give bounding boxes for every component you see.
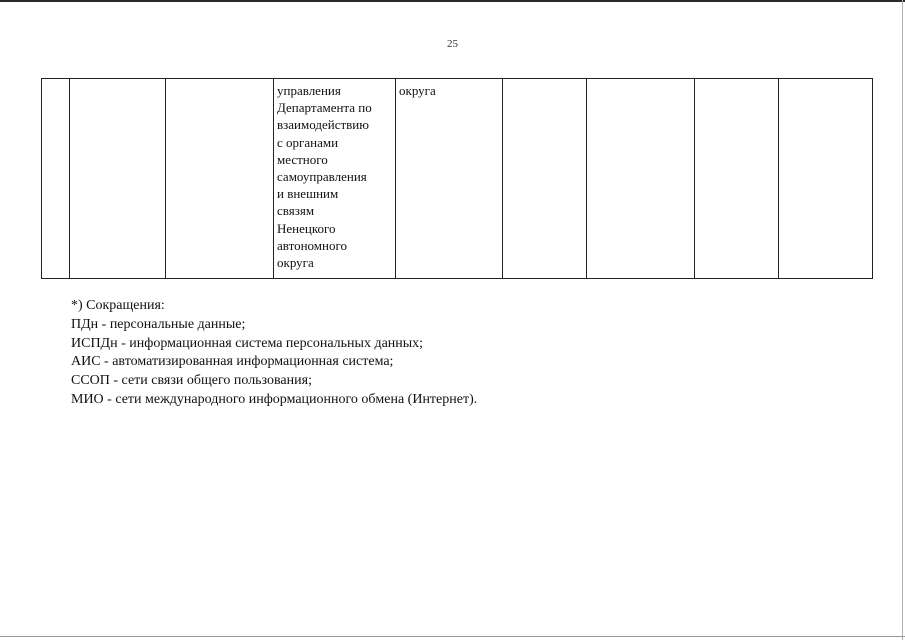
- cell-text-line: Департамента по: [277, 100, 372, 116]
- table-cell-col-8: [695, 79, 779, 279]
- scan-edge-top: [0, 0, 905, 2]
- page-number: 25: [447, 38, 458, 50]
- cell-text-line: самоуправления: [277, 169, 367, 185]
- table-cell-col-1: [42, 79, 70, 279]
- table-row: [42, 79, 873, 279]
- table-cell-col-7: [587, 79, 695, 279]
- table-cell-col-2: [70, 79, 166, 279]
- cell-text-line: Ненецкого: [277, 220, 336, 236]
- cell-text-line: и внешним: [277, 186, 339, 202]
- note-item: ПДн - персональные данные;: [71, 316, 246, 332]
- table-cell-col-3: [166, 79, 274, 279]
- cell-text-line: местного: [277, 151, 328, 167]
- note-item: ИСПДн - информационная система персональных данных;: [71, 335, 424, 351]
- table-cell-col-9: [779, 79, 873, 279]
- cell-text-line: округа: [277, 255, 314, 271]
- cell-text-line: округа: [399, 83, 436, 98]
- abbreviations-notes: [71, 297, 477, 410]
- note-item: ССОП - сети связи общего пользования;: [71, 373, 312, 389]
- table-cell-col-5: [396, 79, 503, 279]
- cell-text-line: взаимодействию: [277, 117, 369, 133]
- table-cell-col-6: [503, 79, 587, 279]
- cell-text-line: связям: [277, 203, 315, 219]
- cell-text-line: с органами: [277, 134, 339, 150]
- notes-heading: *) Сокращения:: [71, 298, 165, 313]
- scan-edge-right: [902, 0, 903, 640]
- note-item: МИО - сети международного информационного обмена (Интернет).: [71, 391, 478, 407]
- cell-text-line: автономного: [277, 237, 347, 253]
- scan-edge-bottom: [0, 636, 905, 637]
- note-item: АИС - автоматизированная информационная система;: [71, 354, 394, 370]
- cell-text-line: управления: [277, 83, 341, 98]
- table-cell-responsible: [274, 79, 396, 279]
- continuation-table: [41, 78, 873, 279]
